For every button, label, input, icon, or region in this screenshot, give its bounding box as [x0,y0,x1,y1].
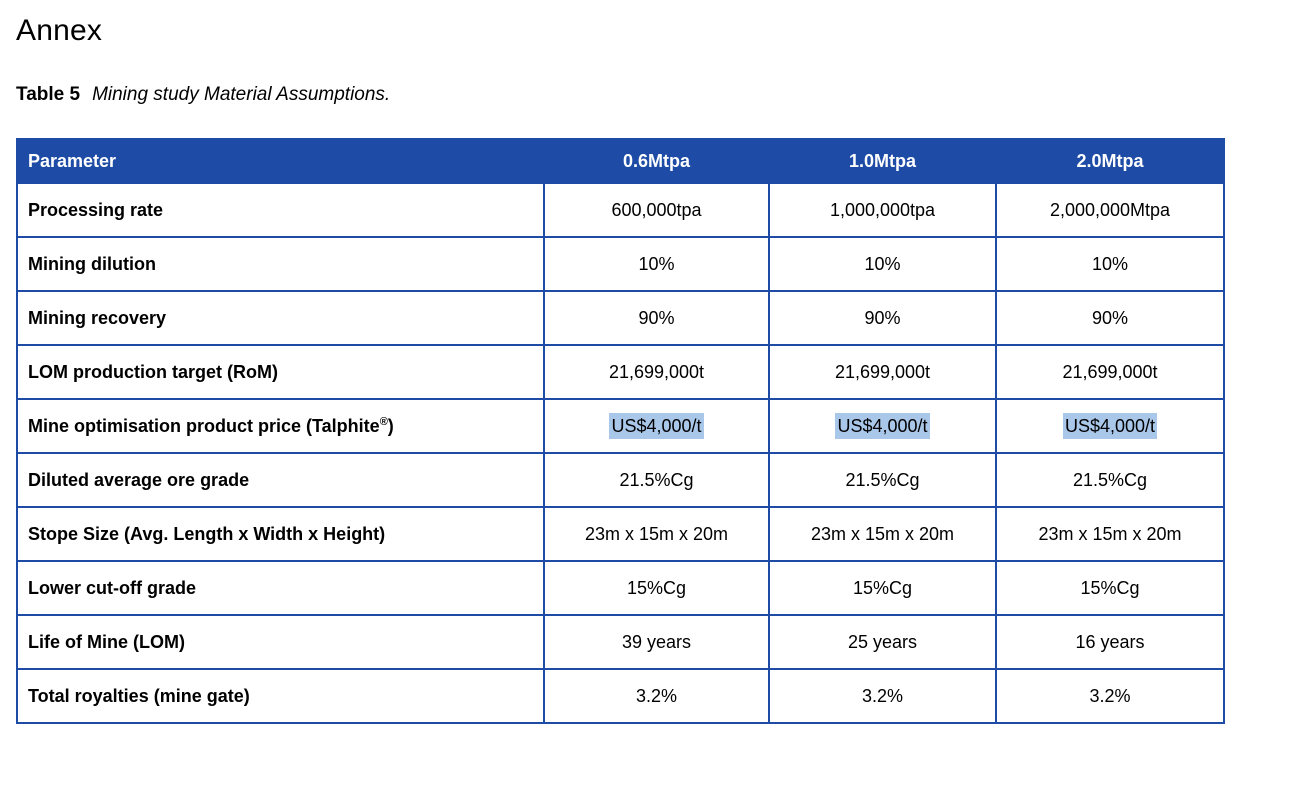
value-cell: 21.5%Cg [769,453,996,507]
value-cell: 16 years [996,615,1224,669]
parameter-cell: Life of Mine (LOM) [17,615,544,669]
value-cell: 3.2% [544,669,769,723]
value-cell: 2,000,000Mtpa [996,183,1224,237]
table-row [17,291,1224,345]
value-cell: 3.2% [769,669,996,723]
value-cell: 600,000tpa [544,183,769,237]
parameter-cell: Mine optimisation product price (Talphite®) [17,399,544,453]
value-cell: 90% [544,291,769,345]
value-cell: 10% [769,237,996,291]
page-title: Annex [16,14,103,47]
table-caption [16,84,1274,106]
value-cell: 10% [544,237,769,291]
value-cell: 39 years [544,615,769,669]
table-row [17,561,1224,615]
assumptions-table [16,138,1225,724]
value-cell: 23m x 15m x 20m [769,507,996,561]
value-cell: 1,000,000tpa [769,183,996,237]
table-header-row [17,139,1224,183]
parameter-cell: Stope Size (Avg. Length x Width x Height) [17,507,544,561]
parameter-cell: Mining recovery [17,291,544,345]
table-caption-label: Table 5 [16,84,81,105]
value-cell: 3.2% [996,669,1224,723]
registered-trademark-symbol: ® [379,415,388,428]
table-row [17,453,1224,507]
value-cell: 21,699,000t [544,345,769,399]
parameter-cell: Processing rate [17,183,544,237]
table-row [17,345,1224,399]
value-cell: 23m x 15m x 20m [996,507,1224,561]
column-header-0-6mtpa: 0.6Mtpa [544,139,769,183]
table-row [17,237,1224,291]
value-cell: 90% [996,291,1224,345]
value-cell: 15%Cg [769,561,996,615]
value-cell: 25 years [769,615,996,669]
table-row [17,399,1224,453]
value-cell: 23m x 15m x 20m [544,507,769,561]
value-cell: 21,699,000t [769,345,996,399]
value-cell: 90% [769,291,996,345]
parameter-cell: Diluted average ore grade [17,453,544,507]
value-cell: 21,699,000t [996,345,1224,399]
value-cell: 10% [996,237,1224,291]
parameter-cell: Lower cut-off grade [17,561,544,615]
table-row [17,183,1224,237]
table-caption-text: Mining study Material Assumptions. [92,84,391,105]
value-cell [769,399,996,453]
table-row [17,507,1224,561]
value-cell: 15%Cg [996,561,1224,615]
selected-text: US$4,000/t [835,413,929,439]
value-cell: 15%Cg [544,561,769,615]
value-cell [544,399,769,453]
parameter-cell: LOM production target (RoM) [17,345,544,399]
column-header-2-0mtpa: 2.0Mtpa [996,139,1224,183]
table-row [17,615,1224,669]
table-body [17,183,1224,723]
selected-text: US$4,000/t [609,413,703,439]
selected-text: US$4,000/t [1063,413,1157,439]
column-header-parameter: Parameter [17,139,544,183]
value-cell [996,399,1224,453]
table-row [17,669,1224,723]
value-cell: 21.5%Cg [544,453,769,507]
column-header-1-0mtpa: 1.0Mtpa [769,139,996,183]
parameter-cell: Mining dilution [17,237,544,291]
parameter-cell: Total royalties (mine gate) [17,669,544,723]
value-cell: 21.5%Cg [996,453,1224,507]
